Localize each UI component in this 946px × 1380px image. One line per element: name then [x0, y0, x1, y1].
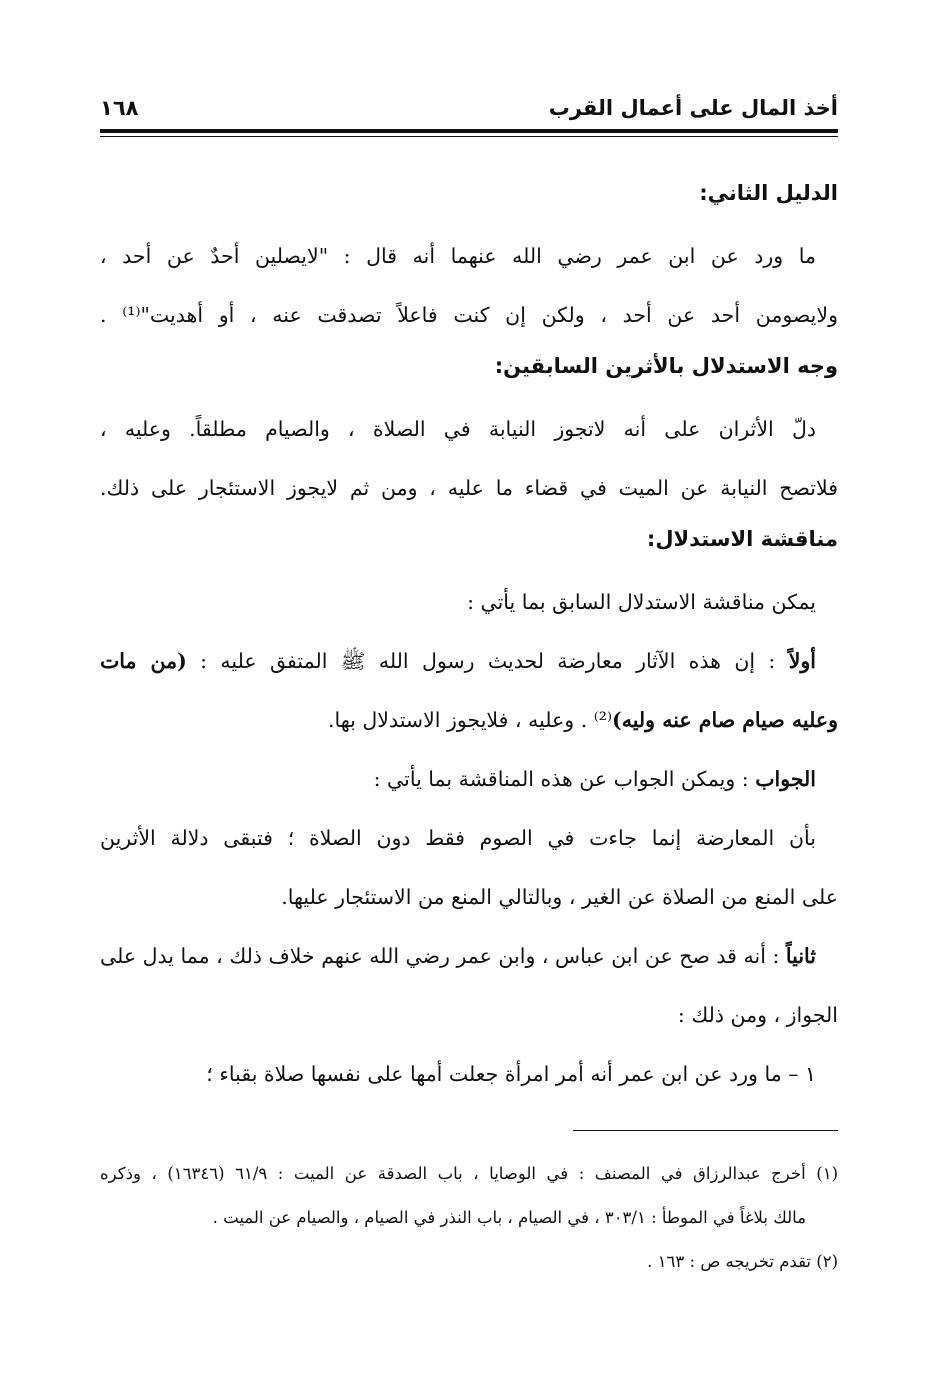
paragraph-line	[100, 691, 838, 750]
paragraph-line	[100, 632, 838, 691]
paragraph-text: : ويمكن الجواب عن هذه المناقشة بما يأتي :	[373, 767, 756, 791]
paragraph-line	[100, 750, 838, 809]
footnote-line: (٢) تقدم تخريجه ص : ١٦٣ .	[647, 1252, 838, 1271]
paragraph-line: ما ورد عن ابن عمر رضي الله عنهما أنه قال : "لايصلين أحدٌ عن أحد ،	[100, 244, 816, 268]
header-rule-thick	[100, 129, 838, 133]
hadith-quote: (من مات	[100, 649, 187, 673]
footnote-line: مالك بلاغاً في الموطأ : ٣٠٣/١ ، في الصيام ، باب النذر في الصيام ، والصيام عن الميت .	[212, 1208, 806, 1227]
first-marker: أولاً	[788, 649, 816, 673]
paragraph-text: : أنه قد صح عن ابن عباس ، وابن عمر رضي الله عنهم خلاف ذلك ، مما يدل على	[100, 944, 786, 968]
paragraph-line: فلاتصح النيابة عن الميت في قضاء ما عليه ، ومن ثم لايجوز الاستئجار على ذلك.	[100, 476, 838, 500]
hadith-quote: وعليه صيام صام عنه وليه)	[612, 708, 838, 732]
footnote-line: (١) أخرج عبدالرزاق في المصنف : في الوصايا ، باب الصدقة عن الميت : ٦١/٩ (١٦٣٤٦) ، وذكره	[100, 1164, 838, 1183]
paragraph-line: ولايصومن أحد عن أحد ، ولكن إن كنت فاعلاً تصدقت عنه ، أو أهديت"⁽¹⁾ .	[100, 303, 838, 327]
main-text	[100, 172, 838, 1104]
paragraph-line: دلّ الأثران على أنه لاتجوز النيابة في الصلاة ، والصيام مطلقاً. وعليه ،	[100, 417, 816, 441]
paragraph-text: ⁽²⁾ . وعليه ، فلايجوز الاستدلال بها.	[327, 708, 613, 732]
header-rule-thin	[100, 136, 838, 137]
paragraph-line: ١ – ما ورد عن ابن عمر أنه أمر امرأة جعلت أمها على نفسها صلاة بقباء ؛	[206, 1062, 816, 1086]
footnotes	[100, 1152, 838, 1284]
heading-reasoning: وجه الاستدلال بالأثرين السابقين:	[494, 354, 838, 378]
paragraph-line: على المنع من الصلاة عن الغير ، وبالتالي المنع من الاستئجار عليها.	[281, 885, 838, 909]
page-number: ١٦٨	[100, 96, 139, 120]
second-marker: ثانياً	[785, 944, 816, 968]
paragraph-line: يمكن مناقشة الاستدلال السابق بما يأتي :	[467, 590, 816, 614]
paragraph-line	[100, 927, 838, 986]
footnote-separator	[573, 1130, 838, 1131]
running-title: أخذ المال على أعمال القرب	[548, 96, 838, 120]
heading-discussion: مناقشة الاستدلال:	[646, 527, 838, 551]
paragraph-text: : إن هذه الآثار معارضة لحديث رسول الله ﷺ المتفق عليه :	[186, 649, 789, 673]
paragraph-line: الجواز ، ومن ذلك :	[677, 1003, 838, 1027]
paragraph-line: بأن المعارضة إنما جاءت في الصوم فقط دون الصلاة ؛ فتبقى دلالة الأثرين	[100, 826, 816, 850]
heading-second-evidence: الدليل الثاني:	[699, 181, 838, 205]
answer-marker: الجواب	[755, 767, 816, 791]
running-header	[100, 94, 838, 126]
